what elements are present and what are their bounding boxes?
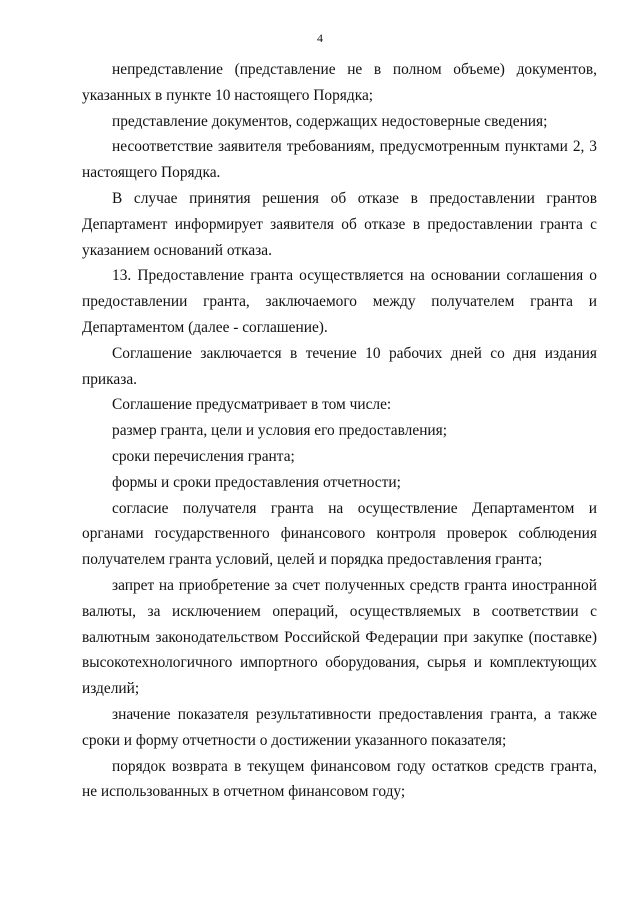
paragraph-audit-consent: согласие получателя гранта на осуществление Департаментом и органами государственного финансового контроля проверок соблюдения получателем гранта условий, целей и порядка предоставления гранта;	[82, 499, 597, 569]
paragraph-grant-size: размер гранта, цели и условия его предоставления;	[112, 422, 448, 440]
document-body	[82, 57, 597, 805]
paragraph-currency-ban: запрет на приобретение за счет полученных средств гранта иностранной валюты, за исключением операций, осуществляемых в соответствии с валютным законодательством Российской Федерации при закупке (поставке) высокотехнологичного импортного оборудования, сырья и комплектующих изделий;	[82, 576, 597, 698]
paragraph-false-information: представление документов, содержащих недостоверные сведения;	[112, 112, 548, 130]
paragraph-reporting-forms: формы и сроки предоставления отчетности;	[112, 473, 401, 491]
page-number: 4	[317, 31, 323, 45]
paragraph-agreement-term: Соглашение заключается в течение 10 рабочих дней со дня издания приказа.	[82, 344, 597, 388]
paragraph-refusal-notice: В случае принятия решения об отказе в предоставлении грантов Департамент информирует заявителя об отказе в предоставлении гранта с указанием оснований отказа.	[82, 189, 597, 259]
paragraph-performance-indicator: значение показателя результативности предоставления гранта, а также сроки и форму отчетности о достижении указанного показателя;	[82, 705, 597, 749]
paragraph-non-submission: непредставление (представление не в полном объеме) документов, указанных в пункте 10 настоящего Порядка;	[82, 61, 597, 104]
paragraph-non-compliance: несоответствие заявителя требованиям, предусмотренным пунктами 2, 3 настоящего Порядка.	[82, 138, 597, 182]
paragraph-agreement-provides: Соглашение предусматривает в том числе:	[112, 396, 392, 414]
paragraph-item-13: 13. Предоставление гранта осуществляется на основании соглашения о предоставлении гранта, заключаемого между получателем гранта и Департаментом (далее - соглашение).	[82, 267, 597, 336]
paragraph-transfer-terms: сроки перечисления гранта;	[112, 447, 295, 465]
paragraph-refund-procedure: порядок возврата в текущем финансовом году остатков средств гранта, не использованных в отчетном финансовом году;	[82, 757, 597, 801]
